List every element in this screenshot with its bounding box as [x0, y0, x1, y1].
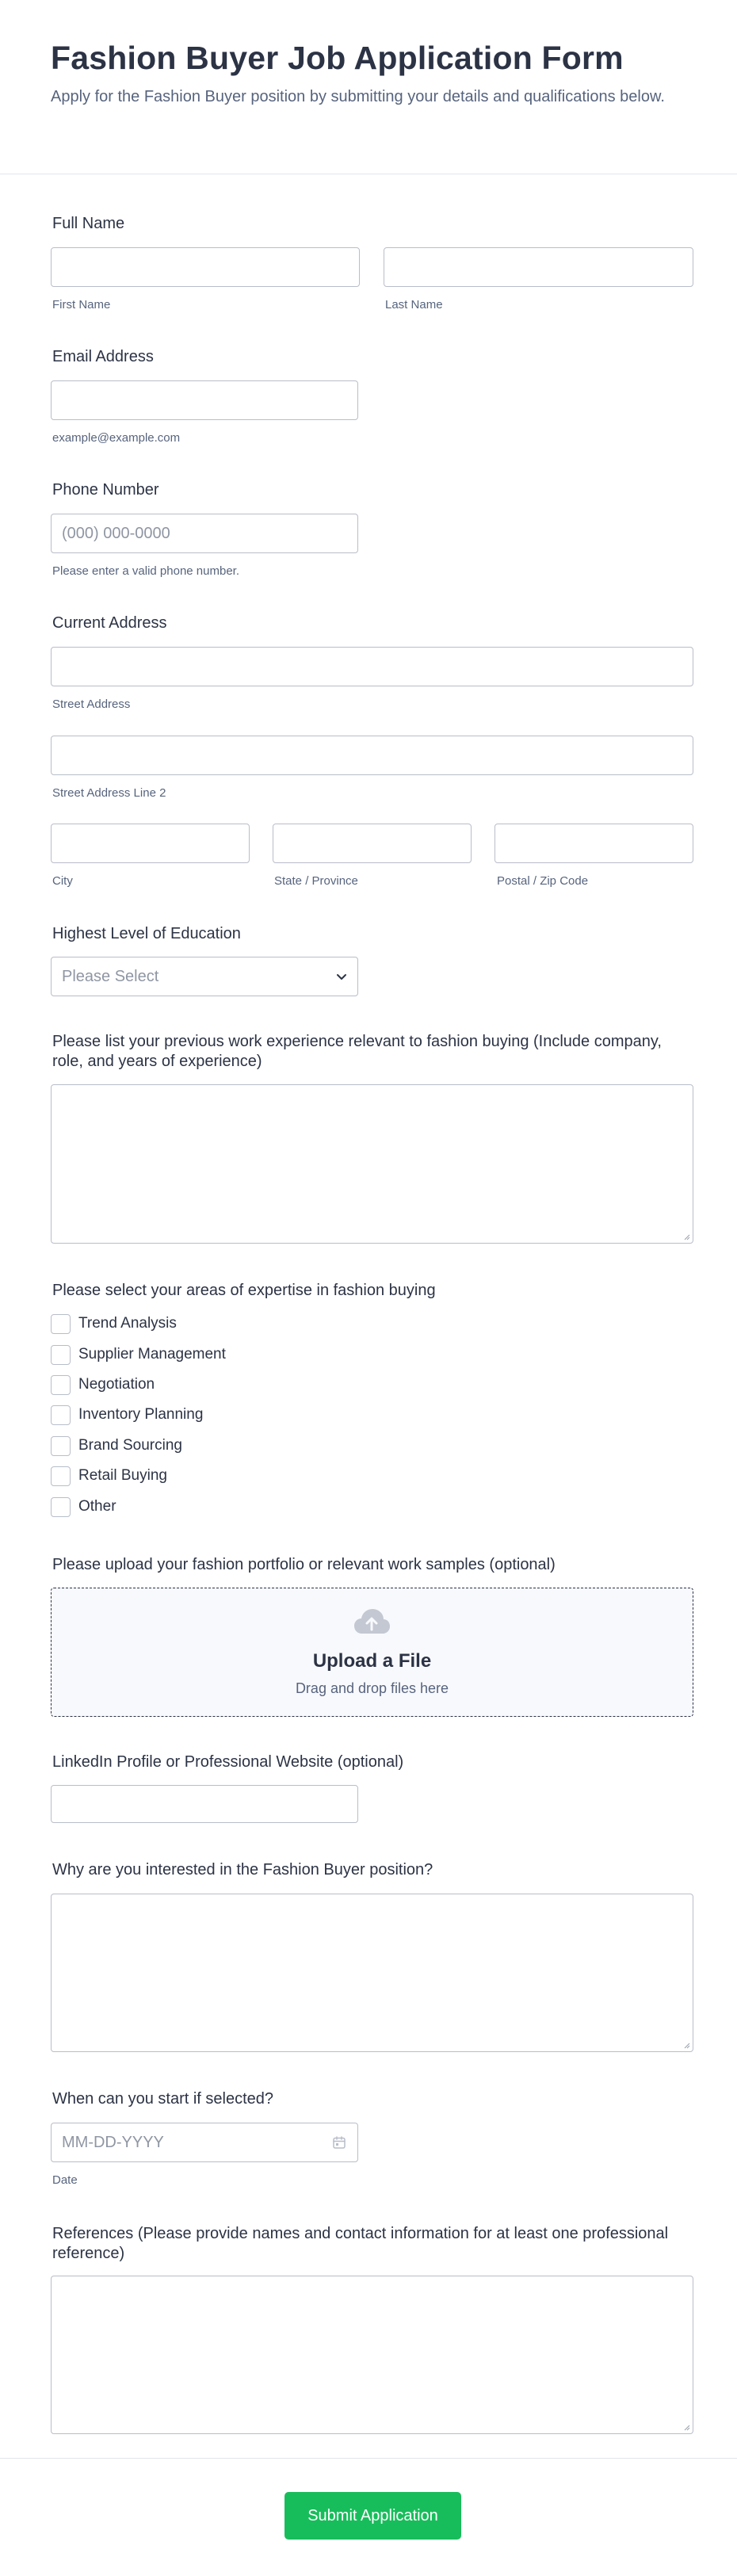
expertise-option[interactable]	[51, 1435, 182, 1456]
references-label: References (Please provide names and contact information for at least one professional reference)	[52, 2225, 669, 2262]
expertise-option[interactable]	[51, 1344, 226, 1365]
street-address-2-input[interactable]	[51, 736, 693, 775]
linkedin-input[interactable]	[51, 1785, 358, 1823]
checkbox-label: Brand Sourcing	[78, 1437, 182, 1454]
email-input[interactable]	[51, 380, 358, 420]
checkbox[interactable]	[51, 1314, 71, 1334]
upload-title: Upload a File	[312, 1650, 432, 1672]
first-name-sublabel: First Name	[52, 298, 111, 311]
checkbox-label: Supplier Management	[78, 1346, 226, 1363]
state-sublabel: State / Province	[274, 874, 358, 888]
checkbox[interactable]	[51, 1466, 71, 1486]
experience-textarea[interactable]	[51, 1084, 693, 1244]
form-header	[0, 0, 737, 174]
file-upload-dropzone[interactable]	[51, 1588, 693, 1717]
checkbox[interactable]	[51, 1375, 71, 1395]
resize-grip-icon[interactable]	[682, 1233, 690, 1240]
checkbox-label: Trend Analysis	[78, 1315, 177, 1332]
state-input[interactable]	[273, 824, 472, 863]
first-name-input[interactable]	[51, 247, 360, 287]
email-label: Email Address	[52, 348, 154, 365]
experience-label: Please list your previous work experience relevant to fashion buying (Include company, role, and years of experience)	[52, 1033, 662, 1070]
full-name-label: Full Name	[52, 215, 125, 232]
phone-label: Phone Number	[52, 481, 159, 499]
expertise-option[interactable]	[51, 1496, 116, 1517]
phone-placeholder: (000) 000-0000	[62, 524, 170, 542]
address-label: Current Address	[52, 614, 167, 632]
phone-input[interactable]	[51, 514, 358, 553]
checkbox[interactable]	[51, 1436, 71, 1456]
education-label: Highest Level of Education	[52, 925, 241, 942]
start-date-placeholder: MM-DD-YYYY	[62, 2133, 164, 2151]
start-date-sublabel: Date	[52, 2173, 78, 2187]
interest-textarea[interactable]	[51, 1894, 693, 2052]
portfolio-label: Please upload your fashion portfolio or relevant work samples (optional)	[52, 1556, 556, 1573]
email-sublabel: example@example.com	[52, 431, 181, 445]
last-name-sublabel: Last Name	[385, 298, 443, 311]
zip-input[interactable]	[495, 824, 693, 863]
checkbox-label: Retail Buying	[78, 1467, 167, 1484]
expertise-option[interactable]	[51, 1313, 177, 1334]
checkbox-label: Other	[78, 1498, 116, 1515]
resize-grip-icon[interactable]	[682, 2041, 690, 2049]
city-sublabel: City	[52, 874, 73, 888]
checkbox[interactable]	[51, 1497, 71, 1517]
calendar-icon[interactable]	[332, 2135, 346, 2150]
references-textarea[interactable]	[51, 2276, 693, 2434]
upload-subtitle: Drag and drop files here	[295, 1680, 449, 1696]
checkbox[interactable]	[51, 1345, 71, 1365]
phone-sublabel: Please enter a valid phone number.	[52, 564, 239, 578]
expertise-option[interactable]	[51, 1466, 167, 1486]
checkbox-label: Inventory Planning	[78, 1406, 204, 1423]
start-date-label: When can you start if selected?	[52, 2090, 274, 2108]
interest-label: Why are you interested in the Fashion Buyer position?	[52, 1861, 433, 1878]
checkbox[interactable]	[51, 1405, 71, 1425]
street-address-sublabel: Street Address	[52, 698, 131, 711]
last-name-input[interactable]	[384, 247, 693, 287]
zip-sublabel: Postal / Zip Code	[497, 874, 589, 888]
expertise-option[interactable]	[51, 1374, 155, 1395]
chevron-down-icon	[335, 970, 348, 983]
form-title: Fashion Buyer Job Application Form	[51, 40, 624, 76]
start-date-input[interactable]	[51, 2123, 358, 2162]
expertise-label: Please select your areas of expertise in fashion buying	[52, 1282, 436, 1299]
education-select[interactable]	[51, 957, 358, 996]
education-selected-value: Please Select	[62, 967, 159, 985]
linkedin-label: LinkedIn Profile or Professional Website (optional)	[52, 1753, 404, 1771]
submit-button[interactable]: Submit Application	[284, 2492, 461, 2540]
checkbox-label: Negotiation	[78, 1376, 155, 1393]
resize-grip-icon[interactable]	[682, 2423, 690, 2431]
form-subtitle: Apply for the Fashion Buyer position by submitting your details and qualifications below.	[51, 88, 665, 105]
form-footer	[0, 2458, 737, 2576]
city-input[interactable]	[51, 824, 250, 863]
cloud-upload-icon	[353, 1607, 391, 1636]
expertise-option[interactable]	[51, 1405, 203, 1425]
street-address-input[interactable]	[51, 647, 693, 686]
street-address-2-sublabel: Street Address Line 2	[52, 786, 166, 800]
